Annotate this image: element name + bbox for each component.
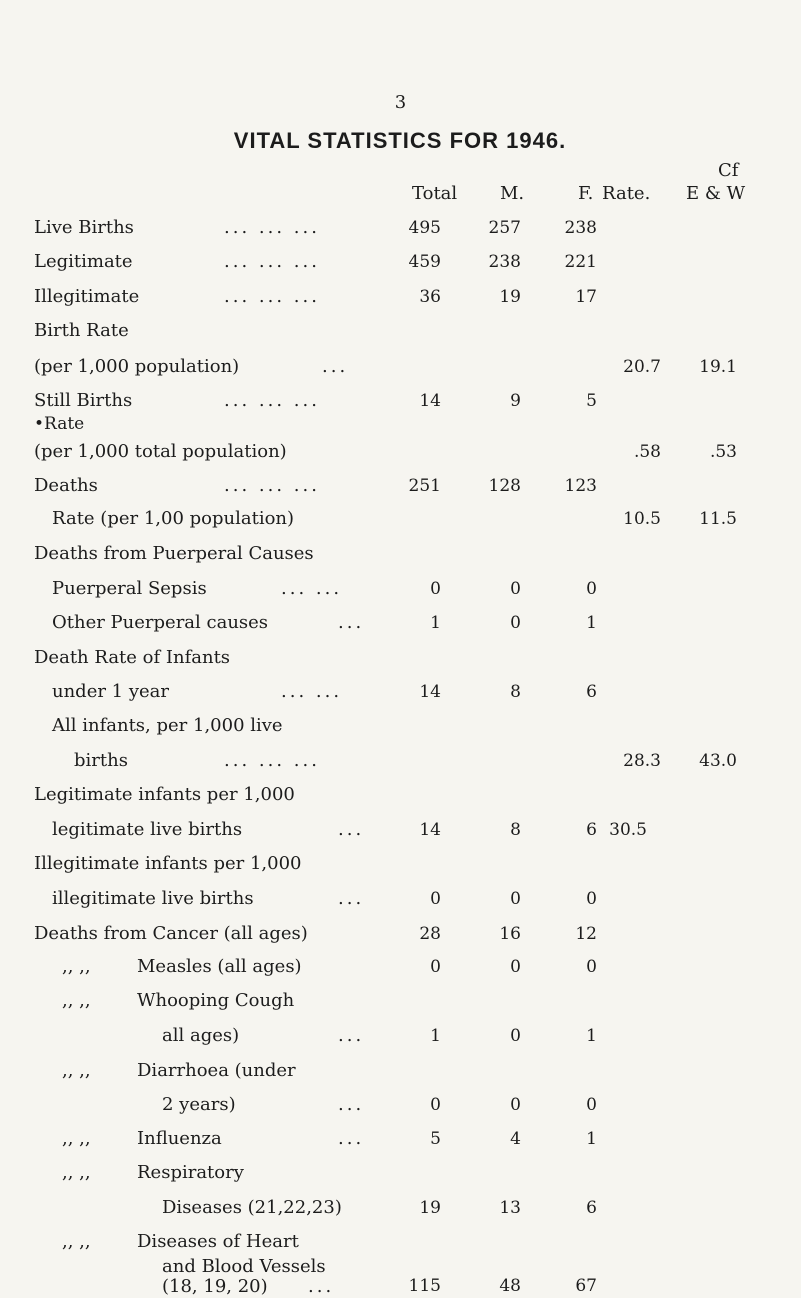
header-total: Total	[412, 183, 458, 204]
section-heading: Deaths from Puerperal Causes	[34, 543, 314, 564]
page-title: VITAL STATISTICS FOR 1946.	[233, 128, 567, 153]
header-f: F.	[578, 183, 594, 204]
header-cf: Cf	[718, 160, 739, 181]
header-rate: Rate.	[602, 183, 651, 204]
header-m: M.	[500, 183, 525, 204]
section-heading: Death Rate of Infants	[34, 647, 231, 668]
page-number: 3	[394, 92, 407, 113]
header-ew: E & W	[686, 183, 746, 204]
